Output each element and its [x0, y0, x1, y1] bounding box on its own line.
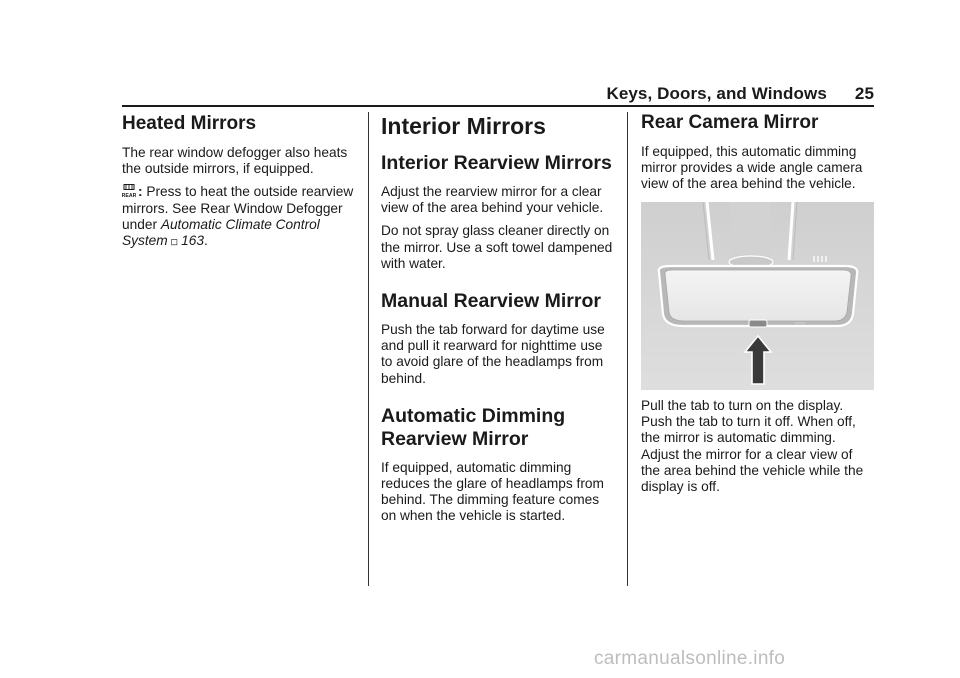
page-ref-icon: ◇: [166, 234, 182, 250]
heated-mirrors-instruction: [122, 184, 358, 250]
instruction-text: Press to heat the outside rearview mirrors. See Rear Window Defogger under: [122, 184, 354, 232]
interior-rearview-p1: Adjust the rearview mirror for a clear view of the area behind your vehicle.: [381, 184, 604, 216]
rear-camera-heading: Rear Camera Mirror: [641, 112, 819, 133]
header-rule: [122, 105, 874, 107]
rear-icon-label: REAR: [122, 193, 136, 199]
heated-mirrors-intro: The rear window defogger also heats the outside mirrors, if equipped.: [122, 145, 348, 177]
watermark: carmanualsonline.info: [594, 648, 786, 669]
section-title: Keys, Doors, and Windows: [606, 84, 827, 103]
instruction-end: .: [203, 233, 208, 249]
heated-mirrors-heading: Heated Mirrors: [122, 113, 257, 134]
interior-rearview-p2: Do not spray glass cleaner directly on the mirror. Use a soft towel dampened with water.: [381, 223, 613, 271]
column-rear-camera-mirror: [641, 110, 875, 495]
rear-camera-p2: Pull the tab to turn on the display. Push the tab to turn it off. When off, the mirror is automatic dimming. Adjust the mirror for a clear view of the area behind the vehicle while the display is off.: [641, 398, 864, 495]
rear-camera-p1: If equipped, this automatic dimming mirror provides a wide angle camera view of the area behind the vehicle.: [641, 144, 863, 192]
column-divider-1: [368, 112, 369, 586]
interior-mirrors-heading: Interior Mirrors: [381, 113, 546, 139]
rear-defogger-icon: [122, 184, 136, 198]
mirror-illustration: [641, 202, 874, 390]
page-ref-number[interactable]: 163: [181, 233, 204, 249]
page-number: 25: [854, 84, 874, 103]
rear-camera-mirror-figure: [641, 202, 874, 390]
manual-rearview-p1: Push the tab forward for daytime use and pull it rearward for nighttime use to avoid glare of the headlamps from behind.: [381, 322, 605, 386]
climate-control-link[interactable]: Automatic Climate Control System: [122, 216, 320, 249]
column-interior-mirrors: [381, 110, 617, 525]
icon-colon: :: [138, 184, 143, 200]
manual-rearview-heading: Manual Rearview Mirror: [381, 290, 601, 313]
auto-dimming-heading: Automatic Dimming Rearview Mirror: [381, 404, 566, 450]
column-divider-2: [627, 112, 628, 586]
interior-rearview-heading: Interior Rearview Mirrors: [381, 152, 612, 174]
column-heated-mirrors: [122, 110, 358, 250]
auto-dimming-p1: If equipped, automatic dimming reduces the glare of headlamps from behind. The dimming feature comes on when the vehicle is started.: [381, 459, 604, 524]
running-header: [122, 82, 874, 106]
